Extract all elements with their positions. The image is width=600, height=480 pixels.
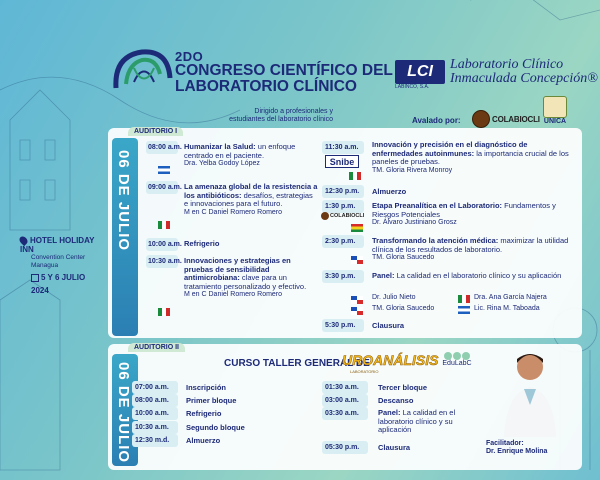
a1-right-3-time: 2:30 p.m. <box>325 238 356 245</box>
a2-right-3-title: Clausura <box>378 443 411 452</box>
auditorio-1-tab: AUDITORIO I <box>128 127 183 136</box>
a2-left-4-title: Almuerzo <box>186 436 221 445</box>
a1-left-1-time: 09:00 a.m. <box>148 184 182 191</box>
a1-right-1-time: 12:30 p.m. <box>325 188 360 195</box>
a1-panelist-1: Dra. Ana García Najera <box>474 294 547 301</box>
event-subtitle: Dirigido a profesionales y estudiantes del laboratorio clínico <box>229 108 333 123</box>
edulab-icon <box>440 352 474 360</box>
a2-left-0-title: Inscripción <box>186 383 227 392</box>
congress-logo-icon <box>112 48 174 94</box>
a1-left-3-speaker: M en C Daniel Romero Romero <box>184 291 283 298</box>
mexico-flag-icon <box>349 172 361 180</box>
a1-left-1-title-bold: La amenaza global de la resistencia a los antibióticos: <box>184 182 318 200</box>
organizer-name <box>450 58 598 86</box>
a1-left-3-title-bold: Innovaciones y estrategias en pruebas de sensibilidad antimicrobiana: <box>184 256 291 282</box>
a1-left-1-title-rest: desafíos, estrategias e innovaciones para el futuro. <box>184 190 313 208</box>
a2-right-2-title-rest: La calidad en el laboratorio clínico y su aplicación <box>378 408 456 434</box>
a1-right-2-title-bold: Etapa Preanalítica en el Laboratorio: <box>372 201 503 210</box>
a1-left-0-title-bold: Humanizar la Salud: <box>184 142 256 151</box>
a1-right-4-time: 3:30 p.m. <box>325 273 356 280</box>
a2-right-0-time: 01:30 a.m. <box>325 384 359 391</box>
nicaragua-flag-icon <box>458 306 470 314</box>
a1-right-5-time: 5:30 p.m. <box>325 322 356 329</box>
facilitator-label: Facilitador: <box>486 440 524 447</box>
a1-right-3-title <box>372 237 572 254</box>
a1-panelist-2: TM. Gloria Saucedo <box>372 305 435 312</box>
a1-left-3-title <box>184 257 319 291</box>
endorsed-by-label: Avalado por: <box>412 116 461 125</box>
a1-left-0-speaker: Dra. Yelba Godoy López <box>184 160 260 167</box>
event-title-line2: LABORATORIO CLÍNICO <box>175 78 357 95</box>
a1-right-0-title <box>372 141 572 167</box>
facilitator-info <box>486 440 547 456</box>
a2-right-1-time: 03:00 a.m. <box>325 397 359 404</box>
mexico-flag-icon <box>458 295 470 303</box>
colabiocli-seal-icon <box>472 110 490 128</box>
a1-right-0-title-rest: la importancia crucial de los paneles de pruebas. <box>372 148 569 166</box>
auditorio-2-tab: AUDITORIO II <box>128 343 185 352</box>
course-brand: UROANÁLISIS <box>342 352 439 368</box>
a2-right-1-title: Descanso <box>378 396 414 405</box>
nicaragua-flag-icon <box>158 166 170 174</box>
course-title: CURSO TALLER GENERAL DE <box>224 358 370 369</box>
venue-hotel: HOTEL HOLIDAY INN <box>20 236 95 255</box>
a2-right-3-time: 05:30 p.m. <box>325 444 360 451</box>
event-title <box>175 49 393 95</box>
event-edition: 2DO <box>175 49 204 64</box>
mexico-flag-icon <box>158 221 170 229</box>
a2-left-2-title: Refrigerio <box>186 409 222 418</box>
calendar-icon <box>31 274 39 282</box>
a1-right-2-title <box>372 202 572 219</box>
a1-left-2-time: 10:00 a.m. <box>148 241 182 248</box>
a1-left-3-title-rest: clave para un tratamiento personalizado y efectivo. <box>184 273 307 291</box>
a1-left-2-title: Refrigerio <box>184 239 220 248</box>
a2-left-4-time: 12:30 m.d. <box>135 437 170 444</box>
a1-right-5-title: Clausura <box>372 321 405 330</box>
mexico-flag-icon <box>158 308 170 316</box>
panama-flag-icon <box>351 296 363 304</box>
a1-left-1-title <box>184 183 319 209</box>
a1-panelist-3: Lic. Rina M. Taboada <box>474 305 540 312</box>
lci-logo-sub: LABINCO, S.A. <box>395 84 430 90</box>
edulab-name: EduLabC <box>442 360 472 367</box>
a1-right-4-title-bold: Panel: <box>372 271 395 280</box>
colabiocli-small-name: COLABIOCLI <box>330 213 365 219</box>
colabiocli-small-seal-icon <box>321 212 329 220</box>
a2-left-3-title: Segundo bloque <box>186 423 245 432</box>
a2-left-3-time: 10:30 a.m. <box>135 424 169 431</box>
a2-right-0-title: Tercer bloque <box>378 383 428 392</box>
a1-right-3-title-bold: Transformando la atención médica: <box>372 236 499 245</box>
colabiocli-name: COLABIOCLI <box>492 114 540 124</box>
venue-info <box>20 236 100 295</box>
venue-dates: 5 Y 6 JULIO <box>41 273 86 283</box>
a1-left-0-title <box>184 143 319 160</box>
snibe-sponsor-logo: Snibe <box>325 155 359 168</box>
a1-right-2-time: 1:30 p.m. <box>325 203 356 210</box>
a1-left-0-title-rest: un enfoque centrado en el paciente. <box>184 142 296 160</box>
a1-right-3-speaker: TM. Gloria Saucedo <box>372 254 435 261</box>
a1-left-1-speaker: M en C Daniel Romero Romero <box>184 208 283 216</box>
venue-city: Managua <box>31 261 59 269</box>
unica-logo <box>540 96 570 125</box>
unica-label: UNICA <box>543 118 567 125</box>
a1-left-3-time: 10:30 a.m. <box>148 258 182 265</box>
a1-right-0-time: 11:30 a.m. <box>325 144 359 151</box>
facilitator-photo <box>500 345 560 437</box>
a1-right-3-title-rest: maximizar la utilidad clínica de los resultados de laboratorio. <box>372 236 569 254</box>
a1-right-4-title-rest: La calidad en el laboratorio clínico y su aplicación <box>394 271 562 280</box>
lci-logo: LCI <box>395 60 445 84</box>
unica-crest-icon <box>543 96 567 118</box>
a1-right-2-title-rest: Fundamentos y Riesgos Potenciales <box>372 201 556 219</box>
colabiocli-logo <box>472 110 540 128</box>
a2-left-0-time: 07:00 a.m. <box>135 384 169 391</box>
a2-right-2-title-bold: Panel: <box>378 408 401 417</box>
a1-panelist-0: Dr. Julio Nieto <box>372 294 416 301</box>
colabiocli-small-logo <box>321 212 364 220</box>
venue-center: Convention Center <box>31 254 86 262</box>
course-brand-sub: LABORATORIO <box>350 369 379 374</box>
a1-right-1-title: Almuerzo <box>372 187 407 196</box>
a2-left-1-time: 08:00 a.m. <box>135 397 169 404</box>
bolivia-flag-icon <box>351 224 363 232</box>
a1-right-4-title <box>372 272 561 281</box>
facilitator-name: Dr. Enrique Molina <box>486 448 548 455</box>
a1-right-2-speaker: Dr. Álvaro Justiniano Grosz <box>372 219 457 226</box>
auditorio-2-date: 06 DE JULIO <box>115 362 132 464</box>
edulab-logo <box>440 352 474 367</box>
a2-left-1-title: Primer bloque <box>186 396 237 405</box>
a2-right-2-time: 03:30 a.m. <box>325 410 359 417</box>
panama-flag-icon <box>351 256 363 264</box>
a1-right-0-title-bold: Innovación y precisión en el diagnóstico de enfermedades autoinmunes: <box>372 140 528 158</box>
a2-left-2-time: 10:00 a.m. <box>135 410 169 417</box>
organizer-name-line1: Laboratorio Clínico <box>450 57 564 72</box>
venue-year: 2024 <box>31 286 49 296</box>
event-title-line1: CONGRESO CIENTÍFICO DEL <box>175 62 393 79</box>
a1-right-0-speaker: TM. Gloria Rivera Monroy <box>372 166 453 174</box>
panama-flag-icon <box>351 307 363 315</box>
a1-left-0-time: 08:00 a.m. <box>148 144 182 151</box>
a2-right-2-title <box>378 409 474 435</box>
organizer-name-line2: Inmaculada Concepción® <box>450 71 598 86</box>
auditorio-1-date: 06 DE JULIO <box>115 150 132 252</box>
